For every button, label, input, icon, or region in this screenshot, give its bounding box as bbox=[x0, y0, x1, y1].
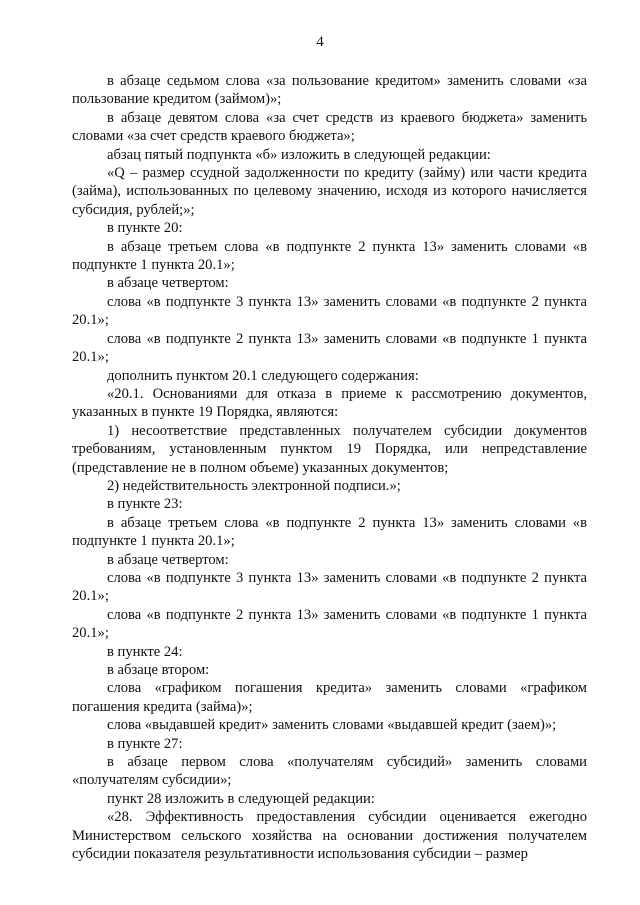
paragraph: в пункте 27: bbox=[107, 735, 183, 752]
paragraph: «28. Эффективность предоставления субсидии оценивается ежегодно Министерством сельского хозяйства на основании достижения получателем субсидии показателя результативности использования субсидии – размер bbox=[72, 809, 587, 863]
document-body bbox=[72, 72, 587, 863]
paragraph: слова «в подпункте 2 пункта 13» заменить словами «в подпункте 1 пункта 20.1»; bbox=[72, 606, 587, 642]
paragraph: в абзаце седьмом слова «за пользование кредитом» заменить словами «за пользование кредитом (займом)»; bbox=[72, 73, 587, 108]
paragraph: в пункте 23: bbox=[107, 496, 183, 513]
paragraph: в абзаце третьем слова «в подпункте 2 пункта 13» заменить словами «в подпункте 1 пункта 20.1»; bbox=[72, 238, 587, 274]
paragraph: в абзаце девятом слова «за счет средств из краевого бюджета» заменить словами «за счет средств краевого бюджета»; bbox=[72, 109, 587, 145]
paragraph: в пункте 24: bbox=[107, 643, 183, 660]
paragraph: дополнить пунктом 20.1 следующего содержания: bbox=[107, 367, 419, 384]
page-number: 4 bbox=[316, 34, 324, 50]
paragraph: пункт 28 изложить в следующей редакции: bbox=[107, 790, 375, 807]
paragraph: «Q – размер ссудной задолженности по кредиту (займу) или части кредита (займа), использованных по целевому значению, исходя из которого начисляется субсидия, рублей;»; bbox=[72, 165, 587, 218]
paragraph: слова «в подпункте 2 пункта 13» заменить словами «в подпункте 1 пункта 20.1»; bbox=[72, 330, 587, 366]
paragraph: абзац пятый подпункта «б» изложить в следующей редакции: bbox=[107, 146, 491, 163]
paragraph: в абзаце четвертом: bbox=[107, 551, 229, 568]
paragraph: слова «в подпункте 3 пункта 13» заменить словами «в подпункте 2 пункта 20.1»; bbox=[72, 293, 587, 329]
paragraph: 1) несоответствие представленных получателем субсидии документов требованиям, установленным пунктом 19 Порядка, или непредставление (представление не в полном объеме) указанных документов; bbox=[72, 422, 587, 476]
paragraph: «20.1. Основаниями для отказа в приеме к рассмотрению документов, указанных в пункте 19 Порядка, являются: bbox=[72, 385, 587, 421]
paragraph: в абзаце третьем слова «в подпункте 2 пункта 13» заменить словами «в подпункте 1 пункта 20.1»; bbox=[72, 514, 587, 550]
paragraph: в абзаце втором: bbox=[107, 662, 210, 678]
paragraph: в абзаце четвертом: bbox=[107, 275, 229, 292]
paragraph: 2) недействительность электронной подписи.»; bbox=[107, 477, 401, 494]
paragraph: в пункте 20: bbox=[107, 220, 183, 237]
paragraph: слова «графиком погашения кредита» заменить словами «графиком погашения кредита (займа)»; bbox=[72, 680, 587, 715]
paragraph: слова «выдавшей кредит» заменить словами «выдавшей кредит (заем)»; bbox=[107, 717, 557, 734]
paragraph: слова «в подпункте 3 пункта 13» заменить словами «в подпункте 2 пункта 20.1»; bbox=[72, 569, 587, 605]
paragraph: в абзаце первом слова «получателям субсидий» заменить словами «получателям субсидии»; bbox=[72, 754, 587, 789]
